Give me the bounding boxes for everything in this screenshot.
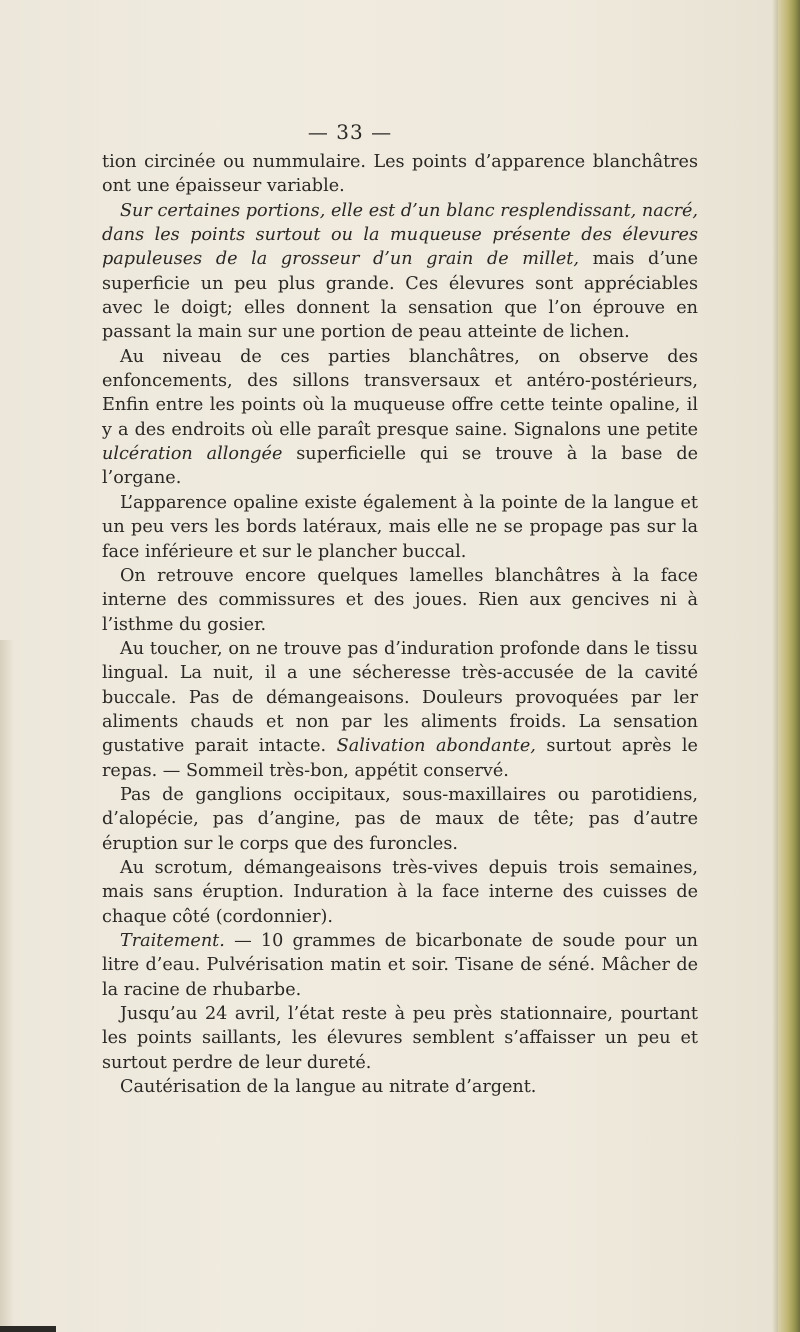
paragraph <box>102 1075 698 1099</box>
text-run: Cautérisation de la langue au nitrate d’argent. <box>120 1077 537 1098</box>
body-text <box>102 150 698 1099</box>
paragraph <box>102 783 698 856</box>
text-run: Pas de ganglions occipitaux, sous-maxillaires ou parotidiens, d’alopécie, pas d’angine, pas de maux de tête; pas d’autre éruption sur le corps que des furoncles. <box>102 784 698 854</box>
paragraph <box>102 199 698 345</box>
text-run: superficielle qui se trouve à la base de l’organe. <box>102 444 698 489</box>
italic-text-run: ulcération allongée <box>102 444 283 465</box>
text-run: Au toucher, on ne trouve pas d’induration profonde dans le tissu lingual. La nuit, il a une sécheresse très-accusée de la cavité buccale. Pas de démangeaisons. Douleurs provoquées par ler aliments chauds et non par les aliments froids. La sensation gustative parait intacte. <box>102 638 698 757</box>
text-run: mais d’une superficie un peu plus grande. Ces élevures sont appréciables avec le doigt; elles donnent la sensation que l’on éprouve en passant la main sur une portion de peau atteinte de lichen. <box>102 249 698 343</box>
text-run: On retrouve encore quelques lamelles blanchâtres à la face interne des commissures et des joues. Rien aux gencives ni à l’isthme du gosier. <box>102 565 698 635</box>
page-number: — 33 — <box>307 120 393 144</box>
paragraph <box>102 856 698 929</box>
text-run: Au scrotum, démangeaisons très-vives depuis trois semaines, mais sans éruption. Induration à la face interne des cuisses de chaque côté (cordonnier). <box>102 857 698 927</box>
paragraph <box>102 929 698 1002</box>
italic-text-run: Sur certaines portions, elle est d’un blanc resplendissant, nacré, dans les points surtout ou la muqueuse présente des élevures papuleuses de la grosseur d’un grain de millet, <box>102 200 698 270</box>
text-run: surtout après le repas. — Sommeil très-bon, appétit conservé. <box>102 736 698 781</box>
text-run: Au niveau de ces parties blanchâtres, on observe des enfoncements, des sillons transversaux et antéro-postérieurs, Enfin entre les points où la muqueuse offre cette teinte opaline, il y a des endroits où elle paraît presque saine. Signalons une petite <box>102 346 698 440</box>
text-run: L’apparence opaline existe également à la pointe de la langue et un peu vers les bords latéraux, mais elle ne se propage pas sur la face inférieure et sur le plancher buccal. <box>102 492 698 562</box>
paragraph <box>102 491 698 564</box>
text-run: Jusqu’au 24 avril, l’état reste à peu près stationnaire, pourtant les points saillants, les élevures semblent s’affaisser un peu et surtout perdre de leur dureté. <box>102 1004 698 1073</box>
page-gutter-shadow <box>0 640 14 1332</box>
paragraph <box>102 564 698 637</box>
bottom-edge-mark <box>0 1326 56 1332</box>
paragraph <box>102 637 698 783</box>
paragraph <box>102 1002 698 1075</box>
text-run: tion circinée ou nummulaire. Les points d’apparence blanchâtres ont une épaisseur variable. <box>102 152 698 197</box>
text-run: — 10 grammes de bicarbonate de soude pour un litre d’eau. Pulvérisation matin et soir. Tisane de séné. Mâcher de la racine de rhubarbe. <box>102 931 698 1000</box>
paragraph <box>102 345 698 491</box>
paragraph <box>102 150 698 199</box>
page-right-edge <box>778 0 800 1332</box>
italic-text-run: Traitement. <box>120 931 225 951</box>
italic-text-run: Salivation abondante, <box>336 736 536 757</box>
